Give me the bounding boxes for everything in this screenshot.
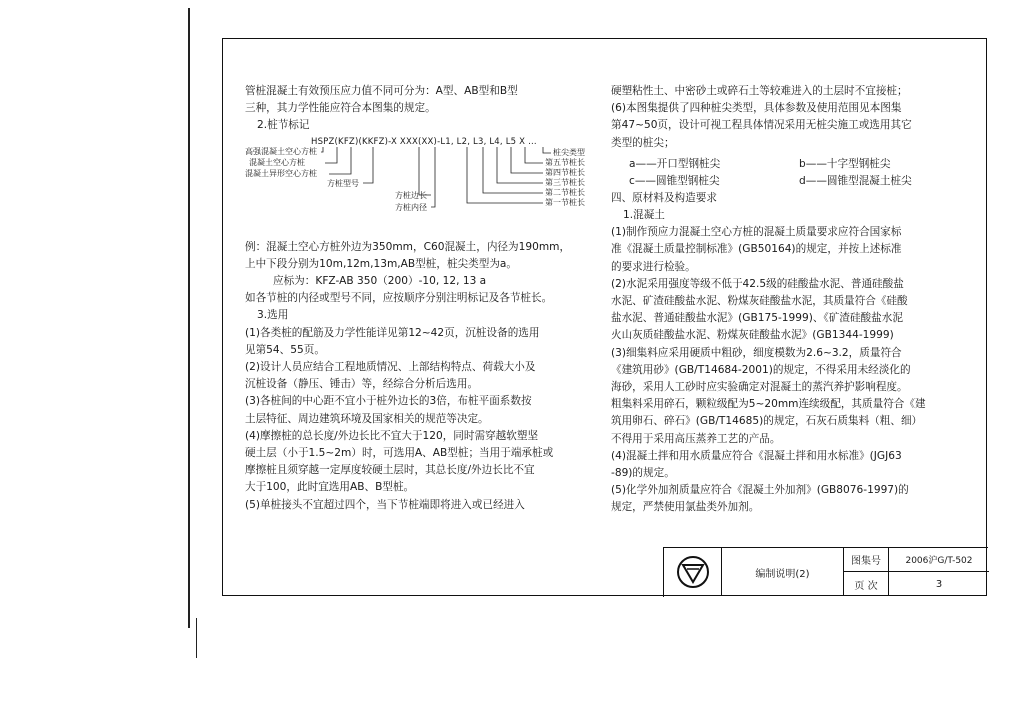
text-line: (2)水泥采用强度等级不低于42.5级的硅酸盐水泥、普通硅酸盐 bbox=[611, 277, 904, 290]
text-line: (1)各类桩的配筋及力学性能详见第12~42页，沉桩设备的选用 bbox=[245, 326, 540, 339]
tip-types-row bbox=[611, 173, 971, 190]
text-line: 不得用于采用高压蒸养工艺的产品。 bbox=[611, 432, 781, 445]
tip-types-row bbox=[611, 156, 971, 173]
text-line: 例：混凝土空心方桩外边为350mm，C60混凝土，内径为190mm， bbox=[245, 240, 571, 253]
atlas-number-value: 2006沪G/T-502 bbox=[889, 548, 989, 572]
text-line: 第47~50页，设计可视工程具体情况采用无桩尖施工或选用其它 bbox=[611, 119, 912, 132]
right-column bbox=[611, 83, 971, 517]
pile-marking-diagram bbox=[245, 137, 597, 233]
text-line: 硬土层（小于1.5~2m）时，可选用A、AB型桩；当用于端承桩或 bbox=[245, 447, 554, 460]
label-segment-5: 第五节桩长 bbox=[545, 157, 585, 167]
text-line: (2)设计人员应结合工程地质情况、上部结构特点、荷载大小及 bbox=[245, 361, 536, 374]
text-line: (5)单桩接头不宜超过四个，当下节桩端即将进入或已经进入 bbox=[245, 498, 525, 511]
text-line: (4)摩擦桩的总长度/外边长比不宜大于120，同时需穿越软塑坚 bbox=[245, 429, 539, 442]
label-special-pile: 混凝土异形空心方桩 bbox=[245, 168, 317, 178]
text-line: 规定，严禁使用氯盐类外加剂。 bbox=[611, 501, 760, 514]
tip-type-a: a——开口型钢桩尖 bbox=[629, 157, 721, 170]
label-pile-side: 方桩边长 bbox=[395, 190, 427, 200]
text-line: 《建筑用砂》(GB/T14684-2001)的规定，不得采用未经淡化的 bbox=[611, 363, 911, 376]
section-heading: 四、原材料及构造要求 bbox=[611, 191, 717, 204]
drawing-sheet bbox=[222, 38, 987, 596]
section-heading: 2.桩节标记 bbox=[257, 119, 310, 132]
text-line: 摩擦桩且须穿越一定厚度较硬土层时，其总长度/外边长比不宜 bbox=[245, 464, 535, 477]
text-line: 管桩混凝土有效预压应力值不同可分为：A型、AB型和B型 bbox=[245, 85, 518, 97]
label-hollow-pile: 混凝土空心方桩 bbox=[249, 157, 305, 167]
title-block bbox=[663, 547, 988, 597]
text-line: 土层特征、周边建筑环境及国家相关的规范等决定。 bbox=[245, 412, 489, 425]
scan-edge-line-bottom bbox=[196, 618, 197, 658]
label-segment-1: 第一节桩长 bbox=[545, 197, 585, 207]
label-tip-type: 桩尖类型 bbox=[553, 147, 585, 157]
tip-type-c: c——圆锥型钢桩尖 bbox=[629, 174, 720, 187]
text-line: (5)化学外加剂质量应符合《混凝土外加剂》(GB8076-1997)的 bbox=[611, 484, 909, 497]
text-line: (4)混凝土拌和用水质量应符合《混凝土拌和用水标准》(JGJ63 bbox=[611, 449, 902, 462]
text-line: 三种，其力学性能应符合本图集的规定。 bbox=[245, 102, 436, 115]
section-heading: 1.混凝土 bbox=[623, 209, 665, 222]
page-label: 页 次 bbox=[844, 572, 889, 596]
text-line: 硬塑粘性土、中密砂土或碎石土等较难进入的土层时不宜接桩； bbox=[611, 85, 908, 97]
label-segment-2: 第二节桩长 bbox=[545, 187, 585, 197]
tip-type-d: d——圆锥型混凝土桩尖 bbox=[799, 174, 912, 187]
left-column bbox=[245, 83, 597, 514]
tip-type-b: b——十字型钢桩尖 bbox=[799, 157, 891, 170]
text-line: 类型的桩尖； bbox=[611, 136, 675, 149]
text-line: (3)各桩间的中心距不宜小于桩外边长的3倍，布桩平面系数按 bbox=[245, 395, 532, 408]
text-line: 应标为：KFZ-AB 350（200）-10, 12, 13 a bbox=[273, 275, 487, 288]
label-pile-inner-diameter: 方桩内径 bbox=[395, 202, 427, 212]
text-line: 海砂，采用人工砂时应实验确定对混凝土的蒸汽养护影响程度。 bbox=[611, 381, 908, 394]
text-line: 粗集料采用碎石，颗粒级配为5~20mm连续级配，其质量符合《建 bbox=[611, 398, 926, 411]
page-number: 3 bbox=[935, 578, 943, 590]
text-line: 水泥、矿渣硅酸盐水泥、粉煤灰硅酸盐水泥，其质量符合《硅酸 bbox=[611, 295, 908, 308]
text-line: 见第54、55页。 bbox=[245, 343, 325, 356]
text-line: 大于100，此时宜选用AB、B型桩。 bbox=[245, 481, 415, 494]
text-line: 上中下段分别为10m,12m,13m,AB型桩，桩尖类型为a。 bbox=[245, 257, 518, 270]
atlas-number-label: 图集号 bbox=[844, 548, 889, 572]
sheet-title: 编制说明(2) bbox=[722, 548, 844, 596]
label-segment-3: 第三节桩长 bbox=[545, 177, 585, 187]
text-line: 筑用卵石、碎石》(GB/T14685)的规定，石灰石质集料（粗、细） bbox=[611, 415, 923, 428]
label-high-strength-pile: 高强混凝土空心方桩 bbox=[245, 146, 317, 156]
text-line: (1)制作预应力混凝土空心方桩的混凝土质量要求应符合国家标 bbox=[611, 226, 902, 239]
text-line: 沉桩设备（静压、锤击）等，经综合分析后选用。 bbox=[245, 378, 479, 391]
label-pile-model: 方桩型号 bbox=[327, 178, 359, 188]
text-line: 如各节桩的内径或型号不同，应按顺序分别注明标记及各节桩长。 bbox=[245, 292, 553, 305]
section-heading: 3.选用 bbox=[257, 309, 289, 322]
text-line: (3)细集料应采用硬质中粗砂，细度模数为2.6~3.2，质量符合 bbox=[611, 346, 902, 359]
scan-edge-line-left bbox=[188, 8, 190, 628]
marking-code: HSPZ(KFZ)(KKFZ)-X XXX(XX)-L1, L2, L3, L4, L5 X ... bbox=[311, 136, 537, 147]
text-line: 的要求进行检验。 bbox=[611, 260, 696, 273]
text-line: 准《混凝土质量控制标准》(GB50164)的规定，并按上述标准 bbox=[611, 243, 902, 256]
text-line: 火山灰质硅酸盐水泥、粉煤灰硅酸盐水泥》(GB1344-1999) bbox=[611, 329, 894, 342]
institute-logo-icon bbox=[664, 548, 722, 596]
text-line: 盐水泥、普通硅酸盐水泥》(GB175-1999)、《矿渣硅酸盐水泥 bbox=[611, 312, 903, 325]
text-line: -89)的规定。 bbox=[611, 467, 675, 480]
label-segment-4: 第四节桩长 bbox=[545, 167, 585, 177]
text-line: (6)本图集提供了四种桩尖类型，具体参数及使用范围见本图集 bbox=[611, 102, 902, 115]
